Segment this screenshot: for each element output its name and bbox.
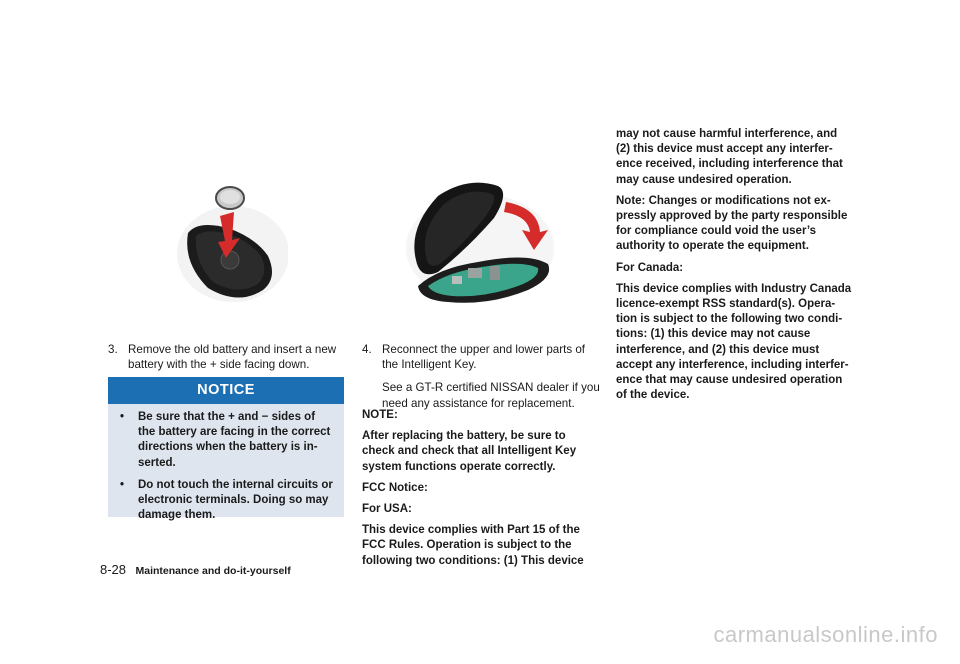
usa-body-continued: may not cause harmful interference, and (2) this device must accept any interfer-ence received, including interference that may cause undesired operation. bbox=[616, 128, 843, 186]
notice-item-text: Do not touch the internal circuits or electronic terminals. Doing so may damage them. bbox=[138, 478, 333, 522]
reconnect-key-illustration bbox=[398, 168, 558, 308]
bullet-icon: • bbox=[120, 478, 125, 491]
notice-item-text: Be sure that the + and − sides of the battery are facing in the correct directions when the battery is in-serted. bbox=[138, 411, 331, 469]
fcc-label: FCC Notice: bbox=[362, 481, 428, 494]
canada-label: For Canada: bbox=[616, 261, 684, 274]
watermark: carmanualsonline.info bbox=[713, 622, 938, 647]
note-label: NOTE: bbox=[362, 409, 398, 421]
usa-body: This device complies with Part 15 of the FCC Rules. Operation is subject to the following two conditions: (1) This device bbox=[362, 524, 584, 567]
step-4-number: 4. bbox=[362, 343, 372, 356]
section-title: Maintenance and do-it-yourself bbox=[135, 565, 291, 577]
fcc-continued-section bbox=[616, 127, 854, 409]
step-4-text: Reconnect the upper and lower parts of the Intelligent Key. bbox=[382, 343, 586, 372]
step-3 bbox=[108, 342, 346, 380]
changes-note: Note: Changes or modifications not ex-pressly approved by the party responsible for compliance could void the user’s authority to operate the equipment. bbox=[616, 194, 848, 253]
usa-label: For USA: bbox=[362, 503, 412, 516]
notice-title: NOTICE bbox=[108, 377, 344, 404]
step-4-subtext: See a GT-R certified NISSAN dealer if you need any assistance for replacement. bbox=[382, 381, 600, 410]
step-3-text: Remove the old battery and insert a new battery with the + side facing down. bbox=[128, 343, 337, 372]
canada-body: This device complies with Industry Canada licence-exempt RSS standard(s). Opera-tion is subject to the following two condi-tions: (1) this device may not cause interference, and (2) this device must accept any interference, including interfer-ence that may cause undesired operation of the device. bbox=[616, 282, 852, 402]
notice-box bbox=[108, 377, 344, 522]
note-fcc-section bbox=[362, 408, 600, 575]
page-footer bbox=[100, 562, 291, 577]
notice-list bbox=[108, 404, 344, 523]
battery-insert-illustration bbox=[168, 178, 288, 308]
notice-item bbox=[120, 478, 334, 524]
page-number: 8-28 bbox=[100, 562, 127, 577]
step-3-number: 3. bbox=[108, 343, 118, 356]
battery-insert-svg bbox=[168, 178, 288, 308]
bullet-icon: • bbox=[120, 411, 125, 423]
note-body: After replacing the battery, be sure to check and check that all Intelligent Key system functions operate correctly. bbox=[362, 430, 577, 473]
reconnect-key-svg bbox=[398, 168, 558, 308]
notice-item bbox=[120, 410, 334, 471]
